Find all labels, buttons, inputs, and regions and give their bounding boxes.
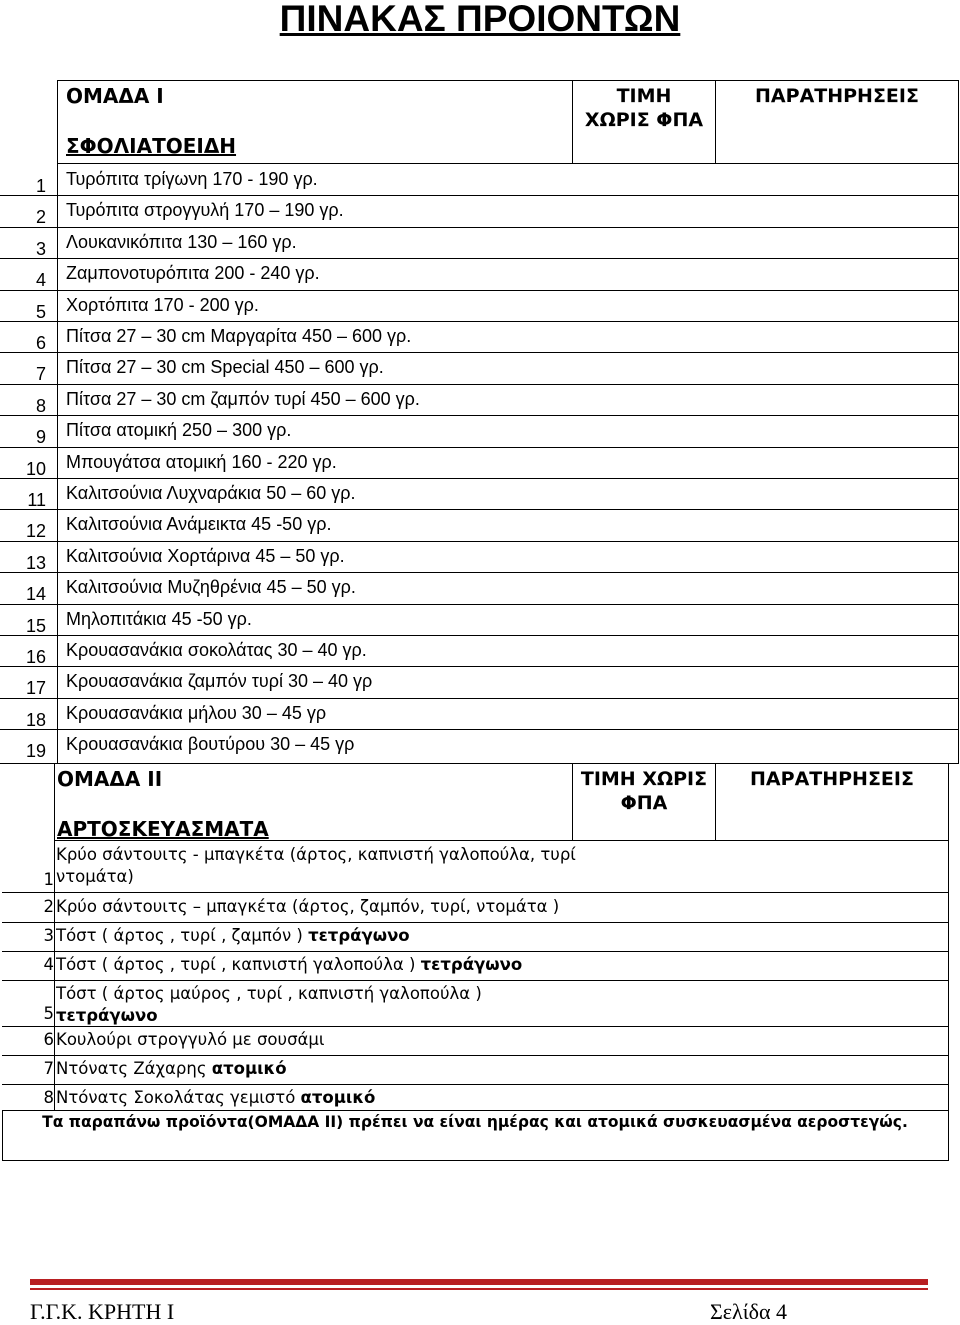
footer-rule	[30, 1279, 928, 1285]
product-name: Τυρόπιτα τρίγωνη 170 - 190 γρ.	[66, 169, 318, 189]
product-name: Μηλοπιτάκια 45 -50 γρ.	[66, 608, 252, 629]
product-name-part: Κουλούρι στρογγυλό με σουσάμι	[56, 1030, 325, 1049]
product-name-part: ντομάτα)	[56, 867, 134, 886]
row-number: 13	[25, 552, 46, 573]
footer-rule-thin	[30, 1288, 928, 1290]
product-name	[56, 844, 576, 888]
product-name-part: Κρύο σάντουιτς - μπαγκέτα (άρτος, καπνιστή γαλοπούλα, τυρί	[56, 845, 576, 864]
row-number: 11	[27, 490, 46, 510]
product-name: Χορτόπιτα 170 - 200 γρ.	[66, 294, 259, 315]
row-number: 3	[43, 926, 54, 945]
group1-price-header: ΤΙΜΗ ΧΩΡΙΣ ΦΠΑ	[584, 85, 704, 131]
product-name: Καλιτσούνια Λυχναράκια 50 – 60 γρ.	[66, 483, 356, 503]
row-number: 16	[25, 647, 46, 667]
product-name	[56, 1029, 325, 1051]
row-number: 3	[35, 238, 46, 259]
group1-remarks-header: ΠΑΡΑΤΗΡΗΣΕΙΣ	[755, 85, 919, 107]
group2-remarks-header: ΠΑΡΑΤΗΡΗΣΕΙΣ	[750, 768, 914, 790]
product-name-bold: ατομικό	[300, 1088, 376, 1107]
group2-category: ΑΡΤΟΣΚΕΥΑΣΜΑΤΑ	[57, 817, 269, 841]
row-number: 1	[35, 176, 46, 196]
product-name-bold: ατομικό	[211, 1059, 287, 1078]
row-number: 18	[25, 709, 46, 730]
product-name: Λουκανικόπιτα 130 – 160 γρ.	[66, 231, 297, 252]
row-number: 15	[25, 615, 46, 636]
row-number: 8	[43, 1088, 54, 1107]
row-number: 1	[43, 870, 54, 889]
footer-left: Γ.Γ.Κ. ΚΡΗΤΗ Ι	[30, 1299, 175, 1324]
product-name-part: Ντόνατς Ζάχαρης	[56, 1059, 212, 1078]
row-number: 14	[25, 584, 46, 605]
product-name-part: Τόστ ( άρτος , τυρί , ζαμπόν )	[56, 926, 309, 945]
product-name: Πίτσα 27 – 30 cm Special 450 – 600 γρ.	[66, 357, 384, 378]
row-number: 2	[43, 897, 54, 916]
product-name	[56, 896, 559, 918]
product-name	[56, 1058, 287, 1080]
product-name-part: Ντόνατς Σοκολάτας γεμιστό	[56, 1088, 301, 1107]
row-number: 12	[25, 521, 46, 542]
row-number: 7	[35, 364, 46, 385]
page-title: ΠΙΝΑΚΑΣ ΠΡΟΙΟΝΤΩΝ	[279, 0, 681, 39]
row-number: 7	[43, 1059, 54, 1078]
product-name	[56, 983, 482, 1027]
product-name	[56, 1087, 375, 1109]
row-number: 4	[35, 270, 46, 291]
product-name: Καλιτσούνια Μυζηθρένια 45 – 50 γρ.	[66, 577, 356, 598]
product-name-bold: τετράγωνο	[56, 1006, 158, 1025]
group2-note: Τα παραπάνω προϊόντα(ΟΜΑΔΑ ΙΙ) πρέπει να είναι ημέρας και ατομικά συσκευασμένα αεροστεγώς.	[42, 1113, 908, 1131]
product-name: Κρουασανάκια ζαμπόν τυρί 30 – 40 γρ	[66, 671, 373, 692]
product-name: Πίτσα 27 – 30 cm ζαμπόν τυρί 450 – 600 γρ.	[66, 388, 420, 409]
product-name: Πίτσα 27 – 30 cm Μαργαρίτα 450 – 600 γρ.	[66, 326, 412, 346]
product-name: Καλιτσούνια Χορτάρινα 45 – 50 γρ.	[66, 545, 345, 566]
row-number: 6	[43, 1030, 54, 1049]
row-number: 4	[43, 955, 54, 974]
row-number: 6	[35, 333, 46, 353]
row-number: 2	[35, 207, 46, 228]
product-name: Τυρόπιτα στρογγυλή 170 – 190 γρ.	[66, 200, 344, 221]
group1-name: ΟΜΑΔΑ Ι	[66, 84, 164, 108]
product-name: Ζαμπονοτυρόπιτα 200 - 240 γρ.	[66, 263, 320, 284]
product-name-part: Τόστ ( άρτος μαύρος , τυρί , καπνιστή γαλοπούλα )	[56, 984, 482, 1003]
product-name-bold: τετράγωνο	[308, 926, 410, 945]
row-number: 8	[35, 395, 46, 416]
group1-category: ΣΦΟΛΙΑΤΟΕΙΔΗ	[66, 134, 237, 158]
product-name: Κρουασανάκια βουτύρου 30 – 45 γρ	[66, 734, 355, 755]
row-number: 10	[25, 458, 46, 479]
row-number: 19	[25, 741, 46, 762]
product-name: Μπουγάτσα ατομική 160 - 220 γρ.	[66, 451, 337, 472]
product-name	[56, 925, 410, 947]
row-number: 17	[25, 678, 46, 699]
row-number: 5	[43, 1004, 54, 1023]
group2-price-header: ΤΙΜΗ ΧΩΡΙΣ ΦΠΑ	[580, 768, 708, 814]
product-name: Κρουασανάκια μήλου 30 – 45 γρ	[66, 702, 327, 723]
row-number: 9	[35, 427, 46, 448]
product-name	[56, 954, 522, 976]
row-number: 5	[35, 301, 46, 322]
group2-name: ΟΜΑΔΑ ΙΙ	[57, 767, 163, 791]
footer-page-number: Σελίδα 4	[710, 1299, 788, 1324]
product-name: Καλιτσούνια Ανάμεικτα 45 -50 γρ.	[66, 514, 332, 535]
product-name-part: Τόστ ( άρτος , τυρί , καπνιστή γαλοπούλα )	[56, 955, 421, 974]
product-name: Πίτσα ατομική 250 – 300 γρ.	[66, 420, 292, 441]
product-name-bold: τετράγωνο	[420, 955, 523, 974]
product-name: Κρουασανάκια σοκολάτας 30 – 40 γρ.	[66, 640, 367, 660]
product-name-part: Κρύο σάντουιτς – μπαγκέτα (άρτος, ζαμπόν, τυρί, ντομάτα )	[56, 897, 560, 916]
